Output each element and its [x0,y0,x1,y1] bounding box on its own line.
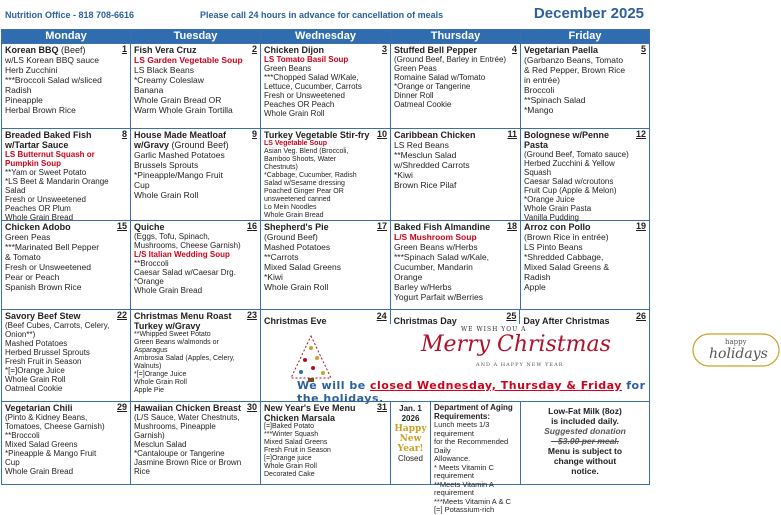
menu-item: Pineapple [5,95,43,105]
meal-entry [131,44,260,128]
meal-entry [2,129,130,220]
menu-item: *Orange or Tangerine [394,82,471,91]
day-number: 9 [251,129,257,139]
day-cell [521,44,650,129]
menu-item: Garlic Mashed Potatoes [134,150,225,160]
jan-aging-cell [391,402,521,514]
day-cell [2,44,131,129]
week-row [2,44,650,129]
day-cell [391,129,521,221]
meal-title: Turkey Vegetable Stir-fry [264,130,370,140]
menu-item: **Carrots [264,252,299,262]
greeting-tail: AND A HAPPY NEW YEAR [476,362,564,368]
meal-title: Vegetarian Paella [524,45,599,55]
day-header-tuesday: Tuesday [131,30,261,44]
aging-item: Allowance. [434,454,471,463]
day-number: 23 [246,310,257,320]
menu-item: (Ground Beef, Tomato sauce) [524,150,629,159]
menu-item: Caesar Salad w/croutons [524,177,614,186]
menu-item: Squash [524,168,552,177]
day-number: 22 [116,310,127,320]
menu-item: Orange [394,272,423,282]
meal-title: Savory Beef Stew [5,311,81,321]
day-cell [2,129,131,221]
meal-entry [131,402,260,484]
milk-line2: is included daily. [551,416,619,426]
meal-entry [391,221,520,309]
day-number: 26 [636,311,647,321]
day-number: 15 [116,221,127,231]
closed-post: for the holidays. [297,379,646,405]
milk-line3: Menu is subject to [547,446,623,456]
aging-item: [=] Potassium-rich [434,505,495,514]
menu-item: Whole Grain Pasta [524,204,592,213]
meal-title: Stuffed Bell Pepper [394,45,478,55]
menu-item: ***Winter Squash [264,431,319,438]
menu-item: Vanilla Pudding [524,213,580,222]
menu-item: Apple [524,282,546,292]
menu-item: Lettuce, Cucumber, Carrots [264,82,362,91]
menu-item: *Pineapple & Mango Fruit [5,449,97,458]
day-cell [2,310,131,402]
day-number: 16 [246,221,257,231]
cancellation-notice: Please call 24 hours in advance for cancellation of meals [200,10,444,20]
menu-item: *Mango [524,105,554,115]
meal-title: Fish Vera Cruz [134,45,197,55]
milk-line4: change without [553,456,617,466]
day-cell [131,310,261,402]
happy-new-year-3: Year! [397,444,424,454]
menu-item: Onion**) [5,330,36,339]
menu-item: Fruit Cup (Apple & Melon) [524,186,617,195]
meal-title: Bolognese w/Penne Pasta [524,130,610,150]
menu-item: (Beef Cubes, Carrots, Celery, [5,321,110,330]
day-cell [391,221,521,310]
menu-item: Poached Ginger Pear OR [264,188,344,195]
menu-item: Brown Rice Pilaf [394,180,457,190]
meal-entry [2,221,130,309]
meal-entry [261,221,390,309]
menu-item: Dinner Roll [394,91,434,100]
holiday-title: Christmas Day [393,316,457,326]
menu-item: Spanish Brown Rice [5,282,82,292]
menu-item: (Eggs, Tofu, Spinach, [134,232,210,241]
day-number: 31 [376,402,387,412]
menu-item: LS Pinto Beans [524,242,583,252]
page-header [0,0,650,30]
day-number: 2 [251,44,257,54]
milk-line1: Low-Fat Milk (8oz) [548,406,622,416]
meal-title: Chicken Dijon [264,45,325,55]
jan-first-closed [391,402,431,484]
menu-item: Brussels Sprouts [134,160,199,170]
soup-item: LS Garden Vegetable Soup [134,55,243,65]
donation-amount-text: – $3.00 per meal. [550,436,620,446]
menu-item: Herbal Brown Rice [5,105,76,115]
menu-item: Tomatoes, Cheese Garnish) [5,422,105,431]
office-phone: Nutrition Office - 818 708-6616 [5,10,135,20]
day-cell [2,221,131,310]
menu-item: Yogurt Parfait w/Berries [394,292,483,302]
menu-item: Whole Grain Roll [264,109,325,118]
menu-item: Salad [5,186,26,195]
happy-new-year-1: Happy [394,424,427,434]
donation-amount [526,436,644,446]
menu-item: **Spinach Salad [524,95,586,105]
menu-item: Whole Grain Bread [134,286,203,295]
menu-item: Herbed Zucchini & Yellow [524,159,615,168]
menu-item: Fresh or Unsweetened [5,262,91,272]
holiday-day-after [519,310,649,324]
menu-item: *Cantaloupe or Tangerine [134,449,225,458]
menu-item: Garnish) [134,431,165,440]
menu-item: **Yam or Sweet Potato [5,168,87,177]
meal-entry [2,44,130,128]
suggested-donation: Suggested donation [544,426,626,436]
menu-item: Mixed Salad Greens [264,262,342,272]
menu-item: [=]Baked Potato [264,423,315,430]
meal-entry [131,129,260,220]
menu-item: Oatmeal Cookie [394,100,452,109]
menu-item: Mesclun Salad [134,440,187,449]
aging-item: for the Recommended Daily [434,437,509,455]
menu-item: Mixed Salad Greens & [524,262,610,272]
menu-item: ***Marinated Bell Pepper [5,242,100,252]
month-title: December 2025 [533,5,644,22]
menu-item: Warm Whole Grain Tortilla [134,105,233,115]
day-cell [131,221,261,310]
soup-item: LS Tomato Basil Soup [264,55,349,64]
menu-item: Bamboo Shoots, Water [264,156,337,163]
menu-item: Walnuts) [134,363,162,370]
menu-item: Whole Grain Roll [5,375,66,384]
menu-item: (Brown Rice in entrée) [524,232,609,242]
meal-title: Hawaiian Chicken Breast [134,403,242,413]
day-header-wednesday: Wednesday [261,30,391,44]
aging-item: ***Meets Vitamin A & C [434,496,511,506]
meal-entry [131,221,260,309]
menu-item: (Ground Beef) [264,232,318,242]
aging-item: * Meets Vitamin C requirement [434,462,494,480]
closed-pre: We will be [297,379,370,392]
menu-item: Green Beans w/Herbs [394,242,478,252]
menu-item: *[=]Orange Juice [134,371,187,378]
menu-item: Cucumber, Mandarin [394,262,473,272]
menu-item: Green Peas [5,232,51,242]
milk-cell [521,402,650,485]
menu-item: Fresh Fruit in Season [5,357,82,366]
menu-item: Fresh Fruit in Season [264,447,331,454]
menu-item: Whole Grain Bread [5,467,74,476]
happy-holidays-badge [691,330,781,370]
menu-item: Herbed Brussel Sprouts [5,348,90,357]
meal-title: New Year's Eve Menu Chicken Marsala [264,403,356,423]
day-cell [261,129,391,221]
menu-item: LS Black Beans [134,65,195,75]
day-number: 24 [376,311,387,321]
menu-item: Mixed Salad Greens [264,439,328,446]
meal-title: Christmas Menu Roast Turkey w/Gravy [134,311,232,331]
menu-item: w/Shredded Carrots [394,160,470,170]
menu-item: Radish [524,272,551,282]
menu-item: ***Spinach Salad w/Kale, [394,252,489,262]
soup-item: LS Butternut Squash or Pumpkin Soup [5,150,95,168]
jan-year: 2026 [401,414,420,423]
day-header-row [2,30,650,44]
menu-item: *Shredded Cabbage, [524,252,604,262]
day-number: 10 [376,129,387,139]
menu-item: Green Peas [394,64,437,73]
menu-item: Broccoli [524,85,555,95]
soup-item: L/S Mushroom Soup [394,232,477,242]
menu-item: Romaine Salad w/Tomato [394,73,486,82]
meal-entry [261,44,390,128]
menu-item: Green Beans [264,64,312,73]
milk-line5: notice. [571,466,599,476]
day-cell [131,402,261,485]
aging-list [434,421,517,515]
meal-title: Korean BBQ (Beef) [5,45,86,55]
holiday-title: Day After Christmas [523,316,610,326]
day-cell [261,221,391,310]
menu-item: w/LS Korean BBQ sauce [5,55,100,65]
day-number: 8 [121,129,127,139]
meal-title: Arroz con Pollo [524,222,591,232]
week-row [2,129,650,221]
aging-item: Lunch meets 1/3 requirement [434,420,490,438]
menu-item: Asparagus [134,347,168,354]
merry-christmas-greeting: Merry Christmas [421,332,611,357]
menu-item: Asian Veg. Blend (Broccoli, [264,148,349,155]
happy-new-year-2: New [399,434,422,444]
meal-entry [2,310,130,401]
menu-item: Mushrooms, Cheese Garnish) [134,241,241,250]
menu-item: Fresh or Unsweetened [5,195,86,204]
menu-calendar [1,29,768,514]
meal-subtitle: (Beef) [61,45,86,55]
menu-item: LS Red Beans [394,140,449,150]
day-number: 11 [507,129,517,139]
day-header-thursday: Thursday [391,30,521,44]
menu-item: ***Chopped Salad W/Kale, [264,73,359,82]
meal-title: Caribbean Chicken [394,130,476,140]
day-number: 5 [640,44,646,54]
menu-item: *Kiwi [264,272,283,282]
menu-item: Chestnuts) [264,164,298,171]
menu-item: *Creamy Coleslaw [134,75,204,85]
menu-item: Whole Grain Roll [264,463,317,470]
day-cell [131,44,261,129]
menu-item: Herb Zucchini [5,65,58,75]
menu-item: unsweetened canned [264,196,331,203]
meal-entry [521,221,649,309]
menu-item: *Orange [134,277,164,286]
day-cell [131,129,261,221]
menu-item: Caesar Salad w/Caesar Drg. [134,268,236,277]
aging-title: Department of Aging Requirements: [434,403,513,421]
day-header-friday: Friday [521,30,650,44]
menu-item: Ambrosia Salad (Apples, Celery, [134,355,235,362]
menu-item: Cup [5,458,20,467]
day-cell [521,129,650,221]
menu-item: Green Beans w/almonds or [134,339,219,346]
day-number: 17 [376,221,387,231]
day-number: 4 [511,44,517,54]
menu-item: Mashed Potatoes [264,242,331,252]
menu-item: (Ground Beef, Barley in Entrée) [394,55,507,64]
soup-item: L/S Italian Wedding Soup [134,250,230,259]
soup-item: LS Vegetable Soup [264,140,328,147]
day-number: 18 [506,221,517,231]
meal-subtitle: (Ground Beef) [171,140,229,150]
closed-days: closed Wednesday, Thursday & Friday [370,379,622,392]
aging-item: **Meets Vitamin A requirement [434,479,494,497]
holiday-christmas-day [390,310,520,324]
meal-entry [391,129,520,220]
day-cell [521,221,650,310]
meal-title: Vegetarian Chili [5,403,73,413]
menu-item: **Broccoli [134,259,169,268]
menu-item: & Red Pepper, Brown Rice [524,65,626,75]
day-cell [261,44,391,129]
meal-entry [391,44,520,128]
menu-item: Whole Grain Roll [264,282,329,292]
badge-big-text: holidays [709,346,768,362]
holiday-christmas-eve [261,310,390,324]
menu-item: Whole Grain Roll [134,190,199,200]
menu-item: *Cabbage, Cucumber, Radish [264,172,357,179]
day-number: 3 [381,44,387,54]
menu-item: Rice [134,467,151,476]
day-header-monday: Monday [2,30,131,44]
menu-item: **Mesclun Salad [394,150,457,160]
menu-item: ***Broccoli Salad w/sliced [5,75,102,85]
jan-date: Jan. 1 [399,404,422,413]
menu-item: Mashed Potatoes [5,339,68,348]
week-row [2,402,650,485]
meal-entry [131,310,260,401]
meal-title: Shepherd's Pie [264,222,329,232]
day-cell [261,402,391,485]
day-number: 19 [635,221,646,231]
menu-item: Whole Grain Bread [264,212,324,219]
menu-item: Peaches OR Peach [264,100,335,109]
menu-item: Barley w/Herbs [394,282,452,292]
menu-item: (L/S Sauce, Water Chestnuts, [134,413,240,422]
jan-closed: Closed [398,454,423,463]
menu-item: Jasmine Brown Rice or Brown [134,458,242,467]
menu-item: Whole Grain Roll [134,379,187,386]
greeting-small: WE WISH YOU A [461,326,527,333]
meal-entry [261,129,390,220]
meal-title: Baked Fish Almandine [394,222,491,232]
meal-title: Breaded Baked Fish w/Tartar Sauce [5,130,92,150]
day-cell [2,402,131,485]
holiday-graphic-area [261,324,768,405]
menu-item: Cup [134,180,150,190]
menu-item: Whole Grain Bread [5,213,74,222]
meal-entry [521,44,649,128]
menu-item: *Kiwi [394,170,413,180]
day-number: 29 [116,402,127,412]
menu-item: Fresh or Unsweetened [264,91,345,100]
menu-item: *Pineapple/Mango Fruit [134,170,223,180]
day-cell [391,44,521,129]
menu-item: *[=]Orange Juice [5,366,65,375]
meal-entry [521,129,649,220]
meal-title: House Made Meatloaf w/Gravy (Ground Beef) [134,130,229,150]
menu-item: Banana [134,85,164,95]
menu-item: Salad w/Sesame dressing [264,180,345,187]
day-number: 1 [121,44,127,54]
menu-item: [=]Orange juice [264,455,312,462]
day-number: 12 [635,129,646,139]
menu-item: **Whipped Sweet Potato [134,331,211,338]
menu-item: (Pinto & Kidney Beans, [5,413,88,422]
menu-item: **Broccoli [5,431,40,440]
day-number: 30 [246,402,257,412]
meal-title: Chicken Adobo [5,222,71,232]
day-number: 25 [506,311,517,321]
menu-item: *LS Beet & Mandarin Orange [5,177,109,186]
aging-requirements [431,402,520,514]
badge-small-text: happy [725,338,747,346]
holiday-title: Christmas Eve [264,316,327,326]
menu-item: Mixed Salad Greens [5,440,78,449]
menu-item: Apple Pie [134,387,164,394]
menu-item: Oatmeal Cookie [5,384,63,393]
meal-title: Quiche [134,222,165,232]
menu-item: *Orange Juice [524,195,575,204]
milk-notice [521,402,649,480]
meal-entry [2,402,130,484]
christmas-tree-icon [281,334,341,384]
menu-item: Radish [5,85,32,95]
menu-item: & Tomato [5,252,41,262]
week-row [2,221,650,310]
menu-item: (Garbanzo Beans, Tomato [524,55,624,65]
menu-item: in entrée) [524,75,560,85]
menu-item: Pear or Peach [5,272,60,282]
menu-item: Whole Grain Bread OR [134,95,222,105]
week-row [2,310,650,402]
menu-item: Mushrooms, Pineapple [134,422,216,431]
meal-entry [261,402,390,484]
menu-item: Peaches OR Plum [5,204,71,213]
menu-item: Lo Mein Noodles [264,204,317,211]
menu-item: Decorated Cake [264,471,315,478]
holiday-block [261,310,768,405]
